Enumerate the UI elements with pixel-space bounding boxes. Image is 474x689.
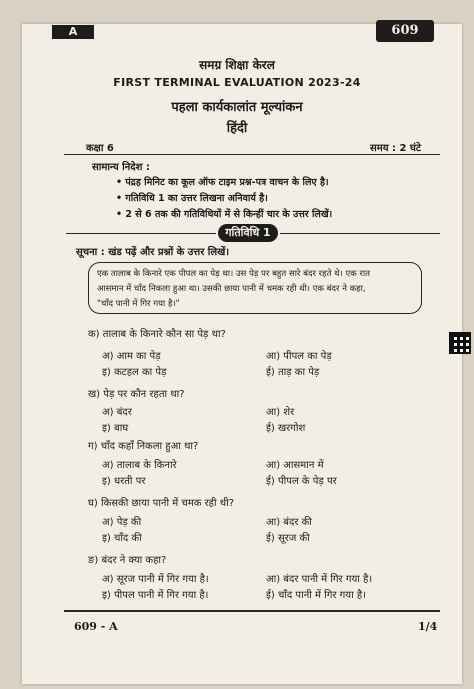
option: अ) आम का पेड़ <box>102 351 161 362</box>
option: इ) चाँद की <box>102 533 142 544</box>
activity-title: गतिविधि 1 <box>218 224 278 242</box>
option: अ) बंदर <box>102 407 132 418</box>
exam-title-hi: पहला कार्यकालांत मूल्यांकन <box>171 100 303 115</box>
option: ई) चाँद पानी में गिर गया है। <box>266 590 366 601</box>
option: इ) पीपल पानी में गिर गया है। <box>102 590 209 601</box>
option: ई) सूरज की <box>266 533 310 544</box>
header-divider <box>64 154 440 155</box>
paper-code-badge: 609 <box>376 20 434 42</box>
activity-divider-right <box>280 233 440 234</box>
class-label: कक्षा 6 <box>86 143 114 154</box>
option: ई) पीपल के पेड़ पर <box>266 476 337 487</box>
question-text: ङ) बंदर ने क्या कहा? <box>88 555 167 566</box>
passage-line: आसमान में चाँद निकला हुआ था। उसकी छाया पानी में चमक रही थी। एक बंदर ने कहा, <box>97 284 366 294</box>
option: इ) बाघ <box>102 423 129 434</box>
option: अ) तालाब के किनारे <box>102 460 177 471</box>
option: आ) पीपल का पेड़ <box>266 351 332 362</box>
passage-box <box>88 262 422 314</box>
footer-divider <box>64 610 440 612</box>
question-text: ग) चाँद कहाँ निकला हुआ था? <box>88 441 199 452</box>
page-number: 1/4 <box>418 620 438 633</box>
exam-title-en: FIRST TERMINAL EVALUATION 2023-24 <box>113 76 361 89</box>
question-text: क) तालाब के किनारे कौन सा पेड़ था? <box>88 329 226 340</box>
option: आ) आसमान में <box>266 460 324 471</box>
org-title: समग्र शिक्षा केरल <box>199 58 275 72</box>
option: आ) बंदर की <box>266 517 312 528</box>
activity-notice: सूचना : खंड पढ़ें और प्रश्नों के उत्तर लिखें। <box>76 247 230 258</box>
option: अ) पेड़ की <box>102 517 142 528</box>
passage-line: एक तालाब के किनारे एक पीपल का पेड़ था। उस पेड़ पर बहुत सारे बंदर रहते थे। एक रात <box>97 269 370 279</box>
passage-line: "चाँद पानी में गिर गया है।" <box>97 299 180 309</box>
footer-code: 609 - A <box>74 620 118 633</box>
option: अ) सूरज पानी में गिर गया है। <box>102 574 209 585</box>
option: इ) धरती पर <box>102 476 146 487</box>
subject-title: हिंदी <box>226 121 248 136</box>
option: ई) ताड़ का पेड़ <box>266 367 320 378</box>
qr-code <box>449 332 471 354</box>
option: इ) कटहल का पेड़ <box>102 367 167 378</box>
instruction-item: • 2 से 6 तक की गतिविधियों में से किन्हीं चार के उत्तर लिखें। <box>116 209 333 220</box>
option: आ) बंदर पानी में गिर गया है। <box>266 574 373 585</box>
time-label: समय : 2 घंटे <box>370 143 421 154</box>
set-badge: A <box>52 25 94 39</box>
question-text: घ) किसकी छाया पानी में चमक रही थी? <box>88 498 235 509</box>
option: आ) शेर <box>266 407 295 418</box>
instructions-heading: सामान्य निदेश : <box>92 162 150 173</box>
option: ई) खरगोश <box>266 423 306 434</box>
question-text: ख) पेड़ पर कौन रहता था? <box>88 389 185 400</box>
instruction-item: • गतिविधि 1 का उत्तर लिखना अनिवार्य है। <box>116 193 268 204</box>
instruction-item: • पंद्रह मिनिट का कूल ऑफ टाइम प्रश्न-पत्र वाचन के लिए है। <box>116 177 329 188</box>
activity-divider-left <box>66 233 216 234</box>
